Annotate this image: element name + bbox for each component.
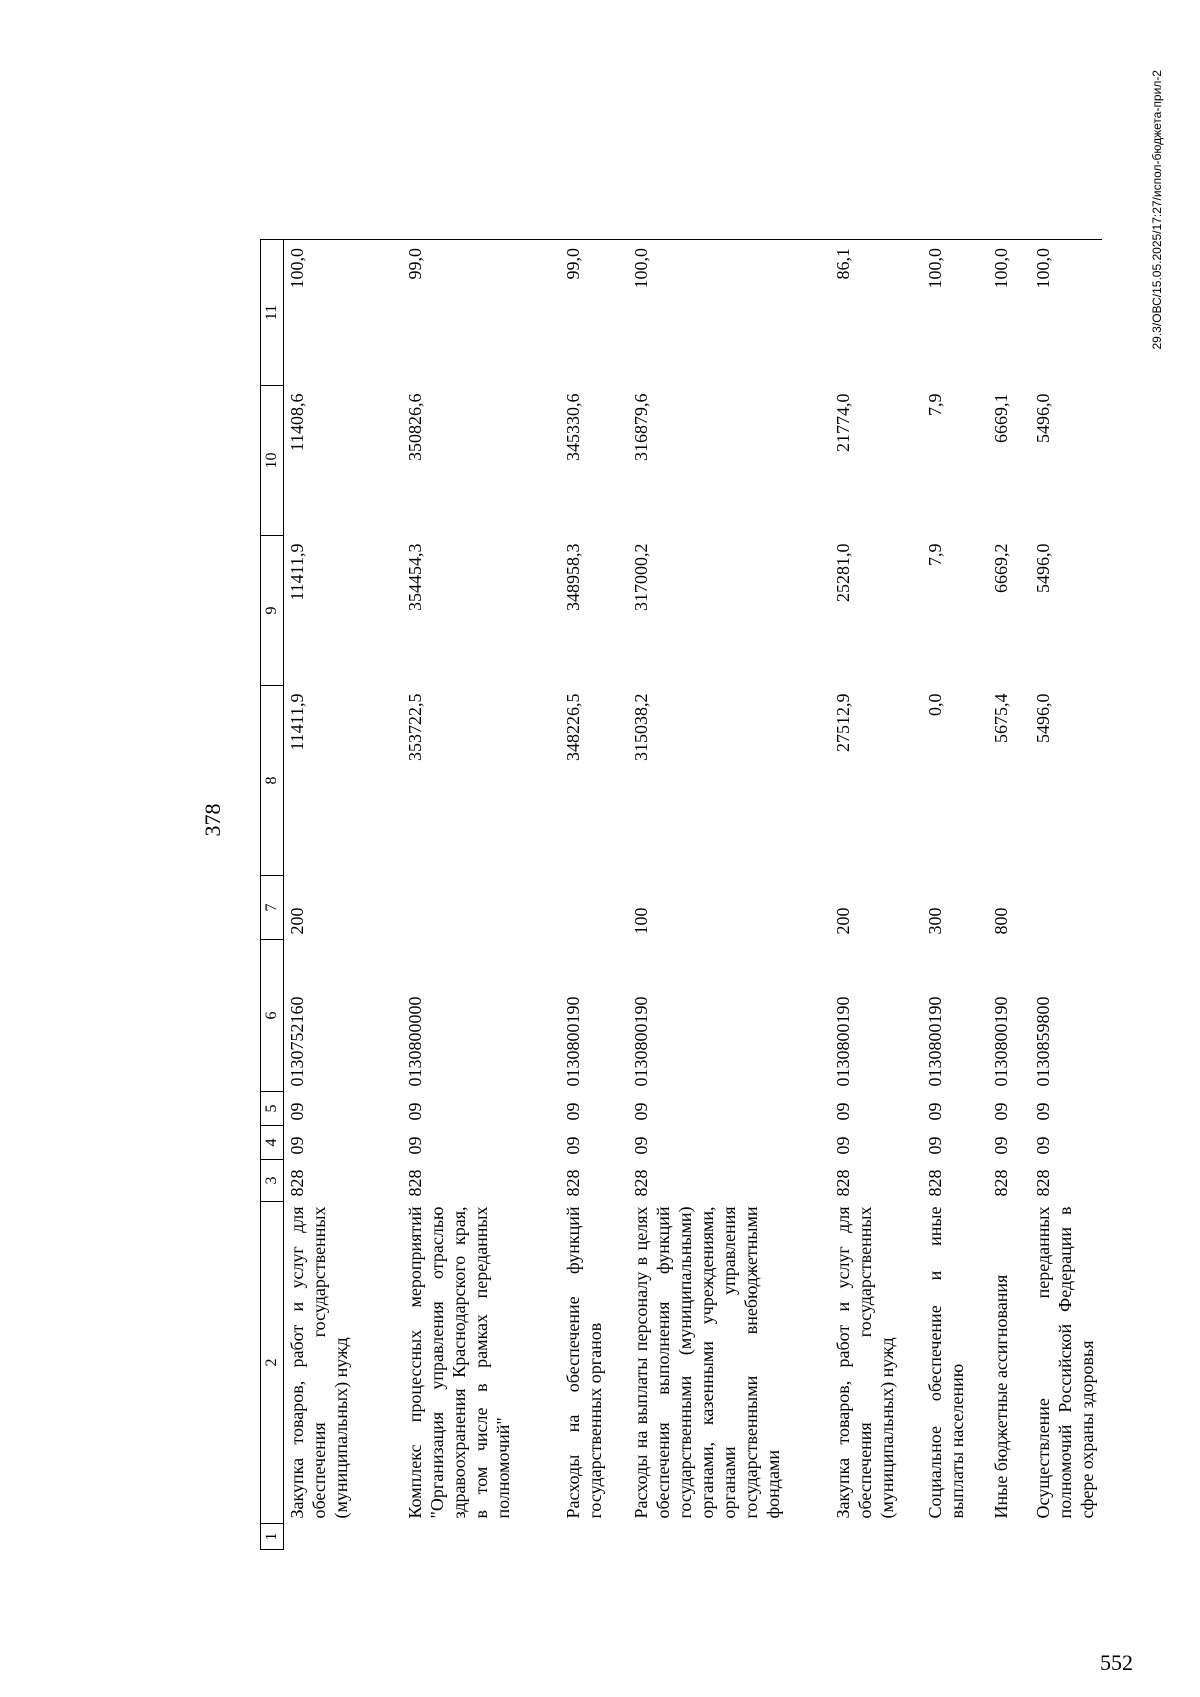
cell-col3: 828: [630, 1169, 651, 1197]
cell-col10: 350826,6: [404, 393, 425, 461]
cell-col9: 7,9: [924, 543, 945, 566]
cell-col10: 316879,6: [630, 393, 651, 461]
header-cell: 1: [261, 1524, 284, 1550]
header-cell: 9: [261, 536, 284, 686]
cell-col4: 09: [832, 1136, 853, 1155]
cell-col11: 86,1: [830, 240, 922, 386]
cell-col5: 09: [1032, 1102, 1053, 1121]
table-row: [922, 240, 988, 1550]
cell-col8: 315038,2: [630, 693, 651, 761]
cell-name: Расходы на обеспечение функций государственных органов: [562, 1206, 605, 1519]
cell-col8: 5675,4: [990, 693, 1011, 743]
cell-col5: 09: [287, 1102, 307, 1121]
cell-col3: 828: [990, 1169, 1011, 1197]
cell-col4: 09: [990, 1136, 1011, 1155]
cell-col3: 828: [287, 1169, 307, 1197]
cell-col5: 09: [562, 1102, 583, 1121]
cell-col5: 09: [990, 1102, 1011, 1121]
cell-col7: [402, 876, 560, 940]
cell-col10: 11408,6: [287, 393, 307, 452]
cell-col9: 317000,2: [630, 543, 651, 611]
cell-col3: 828: [404, 1169, 425, 1197]
cell-col11: 99,0: [560, 240, 628, 386]
cell-col8: 353722,5: [404, 693, 425, 761]
cell-col4: 09: [562, 1136, 583, 1155]
cell-col7: [1030, 876, 1102, 940]
header-cell: 4: [261, 1126, 284, 1160]
table-row: [402, 240, 560, 1550]
cell-col1: [830, 1524, 922, 1550]
cell-col4: 09: [287, 1136, 307, 1155]
cell-col8: 27512,9: [832, 693, 853, 752]
cell-col3: 828: [832, 1169, 853, 1197]
cell-col11: 100,0: [988, 240, 1030, 386]
cell-name: Иные бюджетные ассигнования: [990, 1274, 1011, 1519]
cell-col10: 345330,6: [562, 393, 583, 461]
header-cell: 2: [261, 1202, 284, 1524]
cell-col5: 09: [832, 1102, 853, 1121]
cell-col3: 828: [1032, 1169, 1053, 1197]
cell-col1: [402, 1524, 560, 1550]
cell-col9: 5496,0: [1032, 543, 1053, 593]
cell-col11: 100,0: [1030, 240, 1102, 386]
cell-col4: 09: [630, 1136, 651, 1155]
table-row: [628, 240, 830, 1550]
header-cell: 11: [261, 240, 284, 386]
cell-name: Расходы на выплаты персоналу в целях обеспечения выполнения функций государственными (муниципальными) органами, казенными учреждениями, органами управления государственными внебюджетными фондами: [630, 1206, 783, 1519]
cell-col9: 11411,9: [287, 543, 307, 601]
cell-col6: 0130859800: [1032, 996, 1053, 1087]
cell-col6: 0130800190: [562, 996, 583, 1087]
header-cell: 5: [261, 1092, 284, 1126]
cell-name: Закупка товаров, работ и услуг для обеспечения государственных (муниципальных) нужд: [832, 1206, 897, 1519]
cell-name: Комплекс процессных мероприятий "Организация управления отраслью здравоохранения Краснодарского края, в том числе в рамках переданных полномочий": [404, 1206, 513, 1519]
table-row: [1030, 240, 1102, 1550]
cell-col1: [988, 1524, 1030, 1550]
cell-col8: 0,0: [924, 693, 945, 716]
table-row: [988, 240, 1030, 1550]
cell-col10: 6669,1: [990, 393, 1011, 443]
cell-col7: [560, 876, 628, 940]
cell-col8: 11411,9: [287, 693, 307, 751]
cell-col10: 21774,0: [832, 393, 853, 452]
cell-name: Закупка товаров, работ и услуг для обеспечения государственных (муниципальных) нужд: [287, 1206, 351, 1519]
cell-name: Осуществление переданных полномочий Российской Федерации в сфере охраны здоровья: [1032, 1206, 1097, 1519]
cell-col9: 348958,3: [562, 543, 583, 611]
cell-col7: 800: [990, 907, 1011, 935]
cell-col1: [560, 1524, 628, 1550]
table-row: [830, 240, 922, 1550]
cell-col4: 09: [404, 1136, 425, 1155]
rotated-page: [160, 50, 1180, 1590]
table-row: [284, 240, 402, 1550]
cell-col10: 7,9: [924, 393, 945, 416]
footer-code: 29.3/ОВС/15.05.2025/17:27/испол-бюджета-прил-2: [1150, 70, 1164, 350]
header-cell: 3: [261, 1160, 284, 1202]
cell-col1: [922, 1524, 988, 1550]
cell-col3: 828: [562, 1169, 583, 1197]
cell-col6: 0130800190: [630, 996, 651, 1087]
cell-col1: [284, 1524, 402, 1550]
cell-col5: 09: [630, 1102, 651, 1121]
cell-col6: 0130800190: [924, 996, 945, 1087]
header-cell: 8: [261, 686, 284, 876]
cell-col7: 300: [924, 907, 945, 935]
cell-col5: 09: [404, 1102, 425, 1121]
cell-col11: 100,0: [284, 240, 402, 386]
page-number-top: 378: [200, 803, 225, 837]
cell-col5: 09: [924, 1102, 945, 1121]
cell-name: Социальное обеспечение и иные выплаты населению: [924, 1206, 967, 1519]
cell-col8: 348226,5: [562, 693, 583, 761]
cell-col3: 828: [924, 1169, 945, 1197]
cell-col7: 200: [287, 907, 307, 935]
header-cell: 7: [261, 876, 284, 940]
cell-col1: [628, 1524, 830, 1550]
cell-col9: 6669,2: [990, 543, 1011, 593]
cell-col6: 0130752160: [287, 996, 307, 1087]
header-cell: 10: [261, 386, 284, 536]
cell-col11: 100,0: [922, 240, 988, 386]
cell-col6: 0130800190: [990, 996, 1011, 1087]
cell-col9: 354454,3: [404, 543, 425, 611]
cell-col7: 200: [832, 907, 853, 935]
table-row: [560, 240, 628, 1550]
cell-col6: 0130800190: [832, 996, 853, 1087]
cell-col7: 100: [630, 907, 651, 935]
cell-col4: 09: [924, 1136, 945, 1155]
budget-table: [260, 239, 1102, 1550]
cell-col1: [1030, 1524, 1102, 1550]
header-cell: 6: [261, 940, 284, 1092]
page-number-bottom: 552: [1100, 1650, 1133, 1675]
cell-col8: 5496,0: [1032, 693, 1053, 743]
cell-col11: 99,0: [402, 240, 560, 386]
cell-col10: 5496,0: [1032, 393, 1053, 443]
cell-col11: 100,0: [628, 240, 830, 386]
cell-col4: 09: [1032, 1136, 1053, 1155]
table-header-row: [261, 240, 284, 1550]
cell-col9: 25281,0: [832, 543, 853, 602]
cell-col6: 0130800000: [404, 996, 425, 1087]
